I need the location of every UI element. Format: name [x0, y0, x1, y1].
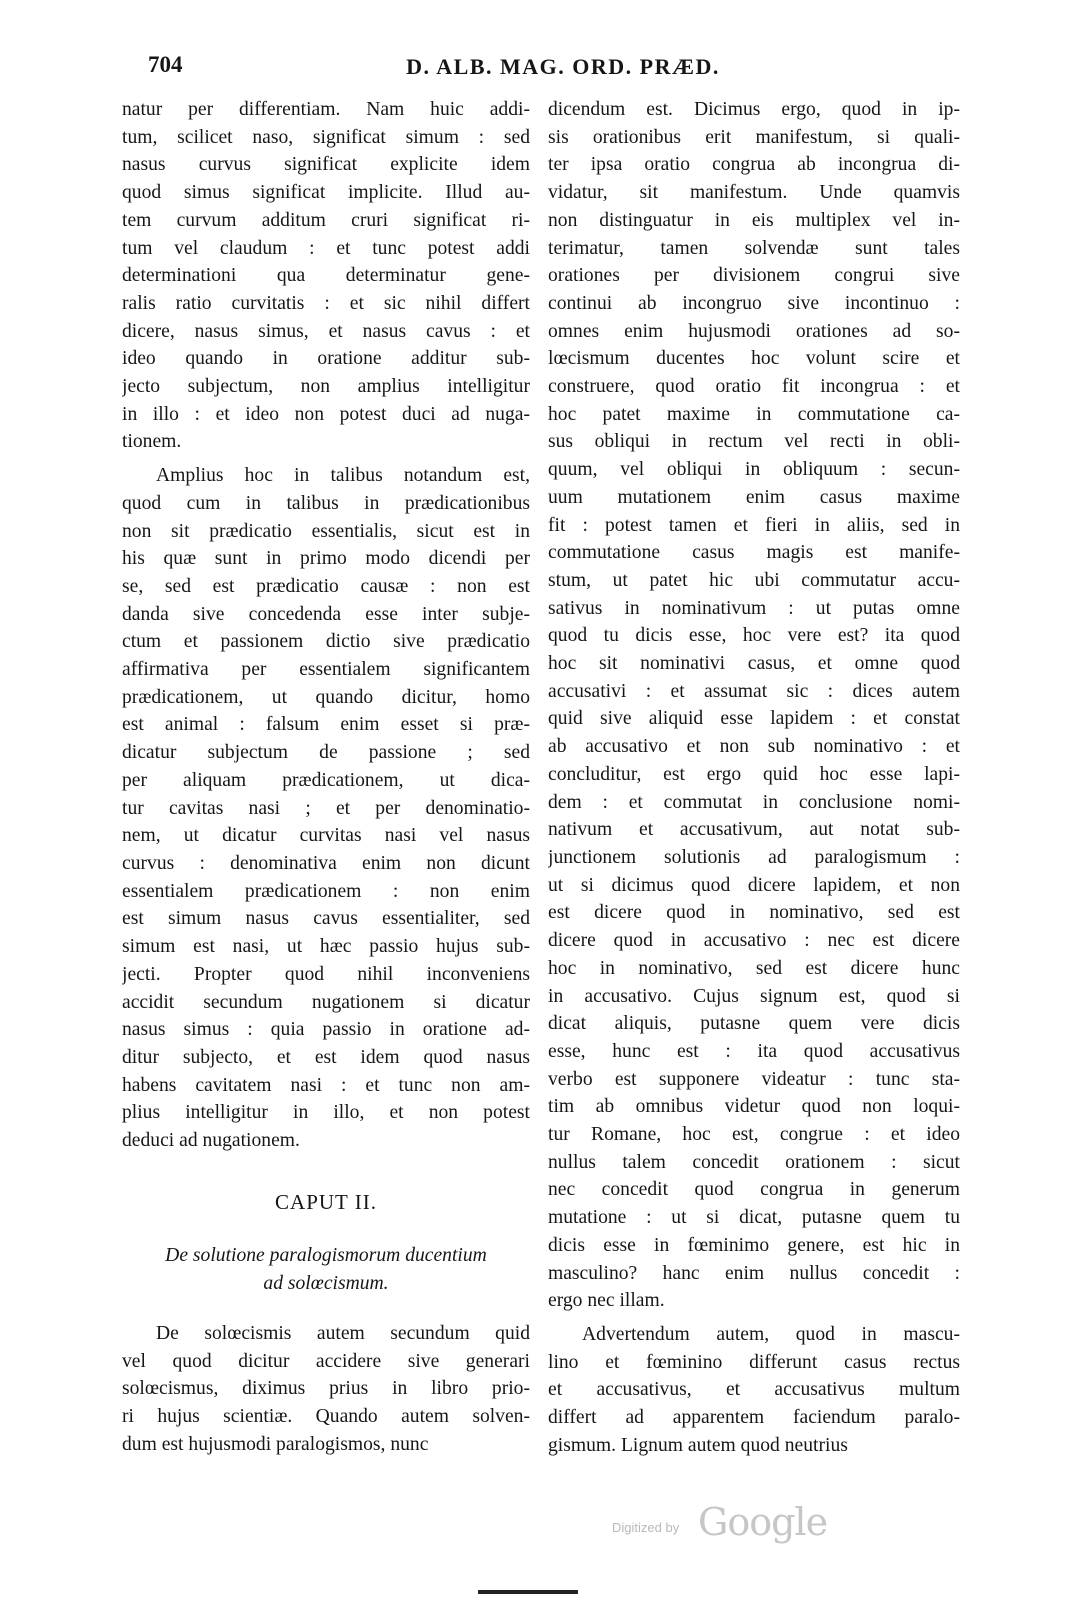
- chapter-subtitle-line-2: ad solœcismum.: [263, 1273, 389, 1295]
- text-line: tum vel claudum : et tunc potest addi: [122, 237, 530, 259]
- text-line: masculino? hanc enim nullus concedit :: [548, 1262, 960, 1284]
- text-line: tem curvum additum cruri significat ri-: [122, 209, 530, 231]
- text-line: est simum nasus cavus essentialiter, sed: [122, 908, 530, 930]
- text-line: affirmativa per essentialem significantem: [122, 659, 530, 681]
- text-line: hoc patet maxime in commutatione ca-: [548, 403, 960, 425]
- text-line: sativus in nominativum : ut putas omne: [548, 597, 960, 619]
- text-line: quod cum in talibus in prædicationibus: [122, 492, 530, 514]
- text-line: differt ad apparentem faciendum paralo-: [548, 1407, 960, 1429]
- text-line: ergo nec illam.: [548, 1290, 665, 1312]
- text-line: gismum. Lignum autem quod neutrius: [548, 1434, 848, 1456]
- text-line: concluditur, est ergo quid hoc esse lapi-: [548, 763, 960, 785]
- text-line: habens cavitatem nasi : et tunc non am-: [122, 1074, 530, 1096]
- text-line: se, sed est prædicatio causæ : non est: [122, 575, 530, 597]
- left-paragraph-3: [122, 1320, 530, 1459]
- text-line: ralis ratio curvitatis : et sic nihil differt: [122, 292, 530, 314]
- text-line: per aliquam prædicationem, ut dica-: [122, 769, 530, 791]
- text-line: jecto subjectum, non amplius intelligitur: [122, 376, 530, 398]
- text-line: ab accusativo et non sub nominativo : et: [548, 736, 960, 758]
- watermark-small-text: Digitized by: [612, 1520, 680, 1535]
- text-line: simum est nasi, ut hæc passio hujus sub-: [122, 936, 530, 958]
- text-line: dum est hujusmodi paralogismos, nunc: [122, 1433, 429, 1455]
- page-number: 704: [148, 52, 183, 77]
- digitized-watermark: [612, 1500, 842, 1546]
- left-paragraph-2: [122, 462, 530, 1155]
- text-line: est animal : falsum enim esset si præ-: [122, 714, 530, 736]
- text-line: continui ab incongruo sive incontinuo :: [548, 292, 960, 314]
- text-line: junctionem solutionis ad paralogismum :: [548, 846, 960, 868]
- text-line: orationes per divisionem congrui sive: [548, 265, 960, 287]
- text-line: non sit prædicatio essentialis, sicut est in: [122, 520, 530, 542]
- text-line: quod tu dicis esse, hoc vere est? ita quod: [548, 625, 960, 647]
- text-line: verbo est supponere videatur : tunc sta-: [548, 1068, 960, 1090]
- right-column: [548, 96, 960, 1459]
- text-line: et accusativus, et accusativus multum: [548, 1379, 960, 1401]
- text-line: nullus talem concedit orationem : sicut: [548, 1151, 960, 1173]
- text-line: uum mutationem enim casus maxime: [548, 486, 960, 508]
- text-line: ditur subjecto, et est idem quod nasus: [122, 1046, 530, 1068]
- right-paragraph-2: [548, 1321, 960, 1460]
- left-column: [122, 96, 530, 1458]
- text-line: plius intelligitur in illo, et non potest: [122, 1102, 530, 1124]
- text-line: dicis esse in fœminimo genere, est hic in: [548, 1234, 960, 1256]
- text-line: ri hujus scientiæ. Quando autem solven-: [122, 1405, 530, 1427]
- text-line: vel quod dicitur accidere sive generari: [122, 1350, 530, 1372]
- text-line: tum, scilicet naso, significat simum : sed: [122, 126, 530, 148]
- text-line: mutatione : ut si dicat, putasne quem tu: [548, 1207, 960, 1229]
- chapter-heading: CAPUT II.: [275, 1189, 377, 1214]
- text-line: danda sive concedenda esse inter subje-: [122, 603, 530, 625]
- text-line: ctum et passionem dictio sive prædicatio: [122, 631, 530, 653]
- text-line: terimatur, tamen solvendæ sunt tales: [548, 237, 960, 259]
- text-line: natur per differentiam. Nam huic addi-: [122, 99, 530, 120]
- text-line: sis orationibus erit manifestum, si quali-: [548, 126, 960, 148]
- text-line: ut si dicimus quod dicere lapidem, et non: [548, 874, 960, 896]
- text-line: essentialem prædicationem : non enim: [122, 880, 530, 902]
- text-line: ideo quando in oratione additur sub-: [122, 348, 530, 370]
- text-line: lino et fœminino differunt casus rectus: [548, 1351, 960, 1373]
- running-head: [0, 54, 1066, 80]
- text-line: construere, quod oratio fit incongrua : et: [548, 376, 960, 398]
- text-line: dicere, nasus simus, et nasus cavus : et: [122, 320, 530, 342]
- running-head-text: D. ALB. MAG. ORD. PRÆD.: [406, 54, 720, 79]
- text-line: quod simus significat implicite. Illud au-: [122, 182, 530, 204]
- left-paragraph-1: [122, 96, 530, 456]
- text-line: vidatur, sit manifestum. Unde quamvis: [548, 182, 960, 204]
- text-line: quum, vel obliqui in obliquum : secun-: [548, 459, 960, 481]
- text-line: solœcismus, diximus prius in libro prio-: [122, 1378, 530, 1400]
- text-line: tionem.: [122, 431, 182, 453]
- text-line: nem, ut dicatur curvitas nasi vel nasus: [122, 825, 530, 847]
- text-line: dicat aliquis, putasne quem vere dicis: [548, 1013, 960, 1035]
- text-line: hoc sit nominativi casus, et omne quod: [548, 653, 960, 675]
- text-line: sus obliqui in rectum vel recti in obli-: [548, 431, 960, 453]
- text-line: deduci ad nugationem.: [122, 1130, 300, 1152]
- text-line: dicendum est. Dicimus ergo, quod in ip-: [548, 99, 960, 120]
- text-line: hoc in nominativo, sed est dicere hunc: [548, 957, 960, 979]
- text-line: in accusativo. Cujus signum est, quod si: [548, 985, 960, 1007]
- text-line: quid sive aliquid esse lapidem : et constat: [548, 708, 960, 730]
- text-line: Advertendum autem, quod in mascu-: [582, 1323, 960, 1345]
- bottom-rule: [478, 1590, 578, 1594]
- text-line: accidit secundum nugationem si dicatur: [122, 991, 530, 1013]
- text-line: nasus simus : quia passio in oratione ad-: [122, 1019, 530, 1041]
- text-line: accusativi : et assumat sic : dices autem: [548, 680, 960, 702]
- text-line: in illo : et ideo non potest duci ad nuga-: [122, 403, 530, 425]
- text-line: fit : potest tamen et fieri in aliis, sed in: [548, 514, 960, 536]
- text-line: stum, ut patet hic ubi commutatur accu-: [548, 569, 960, 591]
- text-line: tur Romane, hoc est, congrue : et ideo: [548, 1124, 960, 1146]
- text-line: lœcismum ducentes hoc volunt scire et: [548, 348, 960, 370]
- text-line: Amplius hoc in talibus notandum est,: [156, 465, 530, 487]
- text-line: prædicationem, ut quando dicitur, homo: [122, 686, 530, 708]
- text-line: his quæ sunt in primo modo dicendi per: [122, 548, 530, 570]
- text-line: jecti. Propter quod nihil inconveniens: [122, 963, 530, 985]
- text-line: tur cavitas nasi ; et per denominatio-: [122, 797, 530, 819]
- text-line: determinationi qua determinatur gene-: [122, 265, 530, 287]
- text-line: commutatione casus magis est manife-: [548, 542, 960, 564]
- right-paragraph-1: [548, 96, 960, 1315]
- chapter-subtitle: [122, 1242, 530, 1297]
- chapter-subtitle-line-1: De solutione paralogismorum ducentium: [165, 1245, 487, 1267]
- text-line: ter ipsa oratio congrua ab incongrua di-: [548, 154, 960, 176]
- text-line: nativum et accusativum, aut notat sub-: [548, 819, 960, 841]
- text-line: est dicere quod in nominativo, sed est: [548, 902, 960, 924]
- text-line: nec concedit quod congrua in generum: [548, 1179, 960, 1201]
- text-line: omnes enim hujusmodi orationes ad so-: [548, 320, 960, 342]
- text-line: curvus : denominativa enim non dicunt: [122, 852, 530, 874]
- google-logo-text: Google: [698, 1500, 828, 1544]
- text-line: tim ab omnibus videtur quod non loqui-: [548, 1096, 960, 1118]
- text-line: dicatur subjectum de passione ; sed: [122, 742, 530, 764]
- text-line: De solœcismis autem secundum quid: [156, 1322, 530, 1344]
- text-line: dicere quod in accusativo : nec est dicere: [548, 930, 960, 952]
- text-line: dem : et commutat in conclusione nomi-: [548, 791, 960, 813]
- text-line: esse, hunc est : ita quod accusativus: [548, 1040, 960, 1062]
- text-line: non distinguatur in eis multiplex vel in-: [548, 209, 960, 231]
- text-line: nasus curvus significat explicite idem: [122, 154, 530, 176]
